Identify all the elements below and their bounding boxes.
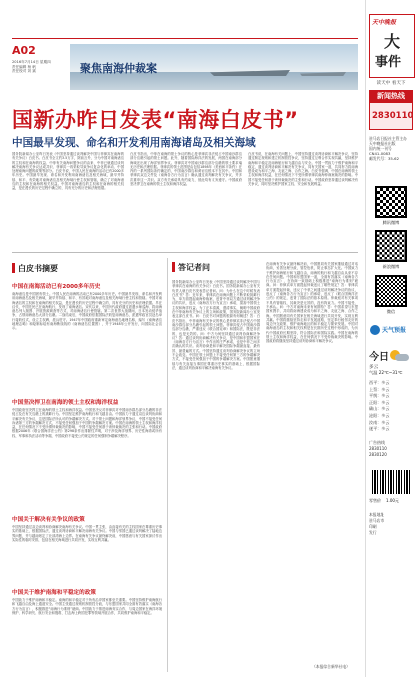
weather-day: 今日	[369, 352, 389, 363]
footer-line: 本报地址	[369, 512, 385, 517]
qa-column-2: 在南海有关争议最终解决前，中国愿同有关国家继续通过对话协商，妥善处理分歧，管控危机，防止事态扩大化。中国致力于维护南海航行和飞越自由，南海的航行和飞越自由从来不存在任何问题。中国和东盟国家一道，全面有效落实《南海各方行为宣言》，在协商一致基础上积极推进“南海行为准则”磋商。问：菲律宾单方面提起仲裁违反了哪些规定？答：菲律宾单方面提起仲裁，违反了中菲之间通过谈判解决争议的协议，违反了《南海各方行为宣言》的承诺，违反了《联合国海洋法公约》的规定，违背了国际法的基本原则。仲裁庭对有关事项不具有管辖权，其裁决是无效的，没有拘束力。中国不接受、不承认。问：中方对南海未来有何期待？答：中国希望与东盟国家携手，共同将南海建设成为和平之海、友谊之海、合作之海。中国愿意同有关国家在相关海域进行共同开发，实现互利共赢。中国将继续坚持走和平发展道路，坚定奉行睦邻友好的周边外交政策，维护南海地区的和平稳定与繁荣发展。中国对南海诸岛的主权和相关权利是在长期历史过程中形成的，为历代中国政府长期坚持，符合国际法和国际实践。中国在南海的领土主权和海洋权益，在任何情况下不受仲裁裁决的影响。中国政府将继续坚持通过谈判协商和平解决争议。	[266, 262, 358, 344]
summary-title: 白皮书摘要	[18, 264, 58, 273]
bullet-mark	[172, 262, 175, 272]
city-weather: 正阳：多云	[369, 399, 390, 405]
qr-label: 微信	[386, 309, 396, 314]
brand-big-2: 事件	[375, 55, 402, 70]
city-weather: 确山：多云	[369, 406, 390, 412]
closing-credit: （本报综合新华社电）	[312, 664, 350, 669]
city-weather: 西平：多云	[369, 380, 390, 385]
section-banner	[70, 44, 358, 90]
ad-phone-label: 广告热线	[369, 440, 385, 445]
hotline-number[interactable]: 2830110	[372, 111, 414, 121]
brand-box	[369, 14, 415, 78]
city-weather: 遂平：多云	[369, 426, 390, 432]
footer-info	[369, 512, 415, 536]
lead-column-3: 白皮书说，在南海有关问题上，中国坚持通过谈判协商和平解决争议，坚持通过制定规则和建立机制管控争议，坚持通过互利合作实现共赢，坚持维护南海和平稳定及南海航行和飞越自由与安全。中国一贯致力于维护南海和平稳定，通过谈判协商和平解决有关争议，同有关国家一道，共同努力将南海建设成为和平之海、友谊之海、合作之海。白皮书强调，中国在南海的领土主权和海洋权益，在任何情况下不受所谓菲律宾南海仲裁案裁决的影响。中国不接受任何基于该仲裁裁决的主张和行动。中国政府坚持通过谈判解决有关争议，同时坚决维护国家主权、安全和发展利益。	[248, 152, 358, 187]
barcode	[372, 470, 410, 494]
city-weather: 泌阳：多云	[369, 412, 390, 418]
date-line: 2016年7月14日 星期四	[12, 60, 51, 64]
weather-brand-name: 天气预报	[382, 327, 407, 334]
brand-big-1: 大	[384, 32, 401, 51]
divider	[12, 252, 358, 253]
summary-section-4: 中国关于维护南海和平稳定的政策	[12, 590, 96, 596]
proofreader-line: 责任校对 刘 斌	[12, 69, 36, 74]
footer-line: 印刷	[369, 524, 377, 529]
publisher-line: 国内统一刊号	[369, 146, 392, 151]
hotline-label: 新闻热线	[369, 90, 413, 102]
page-number: A02	[12, 44, 36, 57]
ad-phone[interactable]: 2830120	[369, 452, 387, 457]
city-weather: 平舆：多云	[369, 393, 390, 399]
subheadline: 中国最早发现、命名和开发利用南海诸岛及相关海域	[12, 137, 256, 149]
price: 1.00元	[386, 498, 399, 503]
ad-info	[369, 440, 415, 458]
qr-code-icon[interactable]	[375, 275, 407, 307]
footer-line: 发行	[369, 530, 377, 535]
lead-column-2: 白皮书指出，中菲在南海的领土争议的核心是菲律宾非法侵占中国南沙群岛部分岛礁引起的领土问题。此外，随着国际海洋法的发展，两国在南海部分海域还出现了海洋划界争议。菲律宾对中国南沙群岛部分岛礁的领土要求毫无历史和法理依据。菲律宾的领土范围是由包括1898年《美西和平条约》在内的一系列国际条约确定的，中国南沙群岛和黄岩岛根本不在其中。中国和菲律宾双边文件及《南海各方行为宣言》确认通过谈判解决有关争议，并多次重申这一共识。双方有关承诺具有约束力，彼此均有义务遵守。中国政府坚决捍卫在南海的领土主权和海洋权益。	[130, 152, 242, 187]
cn-number: CN41-0083	[369, 151, 391, 156]
weather-temp: 气温 22℃~31℃	[369, 370, 403, 375]
bullet-mark	[12, 263, 15, 273]
qa-title: 答记者问	[178, 263, 210, 272]
cloud-icon	[395, 354, 409, 361]
qr-label: 新浪微博	[382, 264, 400, 269]
city-weather: 汝南：多云	[369, 419, 390, 425]
qa-column-1: 国务院新闻办公室昨日发表《中国坚持通过谈判解决中国与菲律宾在南海的有关争议》白皮书。国务院新闻办公室有关负责人就白皮书发表答记者问。问：为什么在这个时候发表白皮书？答：近年来，菲律宾在南海问题上不断采取挑衅行为，单方面提起南海仲裁案，违背中菲双方通过谈判解决争议的共识，违反《南海各方行为宣言》承诺，损害中国领土主权和海洋权益。为了正本清源，澄清事实，阐明中国政府在中菲南海有关争议上的立场和政策，国务院新闻办公室发表这部白皮书。问：白皮书对问题的根源有何阐述？答：白皮书指出，中菲南海有关争议的核心是菲律宾非法侵占中国南沙群岛部分岛礁引起的领土问题。菲律宾侵占中国南沙群岛部分岛礁，严重违反《联合国宪章》和国际法，既是非法的，也是无效的。问：中方为何坚持通过谈判协商解决争议？答：通过谈判协商解决有关争议，是中国和东盟国家在《南海各方行为宣言》中作出的庄严承诺，也是中菲之间多次确认的共识。谈判协商是和平解决国际争端最直接、最有效、最普遍的方式。中国坚持通过谈判协商解决争议的立场不会改变。中国在领土问题上不接受任何第三方的争端解决方式，不接受任何强加于中国的争端解决方案。中国愿意继续与有关直接当事国在尊重历史事实的基础上，根据国际法，通过谈判协商和平解决南海有关争议。	[172, 280, 260, 370]
ad-phone[interactable]: 2830110	[369, 446, 387, 451]
publisher-line: 天中晚报社出版	[369, 141, 396, 146]
sidebar	[365, 0, 415, 677]
summary-section-1: 中国在南海活动已有2000多年历史	[12, 284, 101, 290]
weather-logo-icon	[370, 325, 380, 335]
summary-text-3: 中国坚持通过双边谈判和协商解决南海有关争议。中国一贯主张，由直接有关的主权国家在尊重历史事实的基础上，根据国际法，通过谈判协商和平解决南海有关争议。中国与邻国已通过谈判解决了陆地边界问题，并与越南划定了北部湾海上边界。在南海有关争议最终解决前，中国愿意与有关国家探讨作出实际性的临时安排，包括在相关海域进行共同开发，实现互利共赢。	[12, 525, 162, 542]
publisher-line: 邮发代号：35-62	[369, 156, 400, 161]
city-weather-list	[369, 380, 415, 433]
city-weather: 上蔡：多云	[369, 386, 390, 392]
hotline-box	[369, 102, 413, 130]
top-rule	[12, 38, 358, 39]
summary-section-3: 中国关于解决有关争议的政策	[12, 517, 85, 523]
brand-name: 天中晚报	[372, 19, 397, 26]
price-label: 零售价	[369, 498, 381, 503]
summary-text-2: 中国政府坚决捍卫在南海的领土主权和海洋权益。中国坚决反对菲律宾对中国南沙群岛部分岛礁的非法侵占及在有关岛礁上的挑衅行为。中国坚定维护南海航行和飞越自由。中国致力于通过双边谈判协商和平解决有关争议，这是国际法所认可的争端解决方式。对于领土问题和海洋划界争议，中国不接受任何诉诸第三方的争端解决方式，不接受任何强加于中国的争端解决方案。中国在南海的领土主权和海洋权益，在任何情况下不受所谓仲裁裁决的影响，中国不接受任何基于该仲裁裁决的主张和行动。中国政府根据2006年《联合国海洋法公约》第298条作出排除性声明，对于涉及海洋划界、历史性海湾或所有权、军事和执法活动等争端，中国政府不接受公约规定的任何强制争端解决程序。	[12, 408, 162, 438]
summary-text-1: 南海诸岛是中国固有领土。中国人民在南海的活动已有2000多年历史。中国最早发现、命名和开发利用南海诸岛及相关海域，最早并持续、和平、有效地对南海诸岛及相关海域行使主权和管辖。中国对南海诸岛的主权和在南海的相关权益，是在漫长的历史过程中确立的，具有充分的历史和法理依据。早在汉代，中国先民已在南海航行，发现了南海诸岛。宋代以来，中国历代政府通过派遣水师巡海、将南海诸岛列入版图、开展资源调查等方式，对南海诸岛行使管辖。第二次世界大战期间，日本发动侵华战争，占领南海诸岛大部分岛礁。二战结束后，中国政府依据国际法收复南海诸岛，派遣军政官员赴岛举行接收仪式，设立主权碑，派兵驻守。1947年中国政府重新审定南海诸岛地理名称，编写《南海诸岛地理志略》和绘制标绘有南海断续线的《南海诸岛位置图》，并于1948年公开发行，向国际社会宣示。	[12, 292, 162, 331]
section-title: 聚焦南海仲裁案	[80, 62, 157, 75]
publisher-line: 驻马店日报社主管主办	[369, 136, 407, 141]
headline: 国新办昨日发表“南海白皮书”	[12, 108, 299, 132]
issue-meta	[12, 60, 51, 74]
weather-desc: 多云	[369, 365, 379, 370]
ship-silhouette	[210, 70, 290, 76]
tagline: 读天中 看天下	[376, 81, 406, 86]
lead-column-1: 国务院新闻办公室昨日发表《中国坚持通过谈判解决中国与菲律宾在南海的有关争议》白皮书。白皮书全文约3.5万字，除前言外，分为中国对南海诸岛的主权和在南海的权益、中菲有关南海问题争议的由来、中菲已就通过谈判解决南海有关争议达成共识、菲律宾一再采取导致争议复杂化的举动、中国处理南海问题的政策等部分。白皮书说，中国人民在南海的活动已有2000多年历史。中国最早发现、命名和开发利用南海诸岛及相关海域，最早并持续、和平、有效地对南海诸岛及相关海域行使主权和管辖，确立了对南海诸岛的主权和在南海的相关权益。中国对南海诸岛的主权和在南海的相关权益，是在漫长的历史过程中确立的，具有充分的历史和法理依据。	[12, 152, 124, 191]
footer-line: 驻马店市	[369, 518, 385, 523]
summary-text-4: 中国致力于维护南海和平稳定。南海的和平稳定对于所有沿岸国家都至关重要。中国坚持维护南海航行和飞越自由及海上通道安全。中国主张通过规则机制管控分歧，与东盟国家共同全面有效落实《南海各方行为宣言》，积极推进“南海行为准则”磋商。中国致力于推进南海务实合作，与周边国家在海洋环境保护、科学研究、航行安全和搜救、打击海上跨国犯罪等领域开展合作，共同维护南海和平稳定。	[12, 598, 162, 615]
qr-code-icon[interactable]	[375, 186, 407, 218]
qr-label: 腾讯微博	[382, 220, 400, 225]
column-divider	[167, 258, 168, 672]
summary-section-2: 中国坚决捍卫在南海的领土主权和海洋权益	[12, 400, 119, 406]
publisher-info	[369, 136, 415, 161]
editor-line: 责任编辑 杨 帆	[12, 64, 36, 69]
weather-brand	[370, 322, 412, 344]
qr-code-icon[interactable]	[375, 230, 407, 262]
